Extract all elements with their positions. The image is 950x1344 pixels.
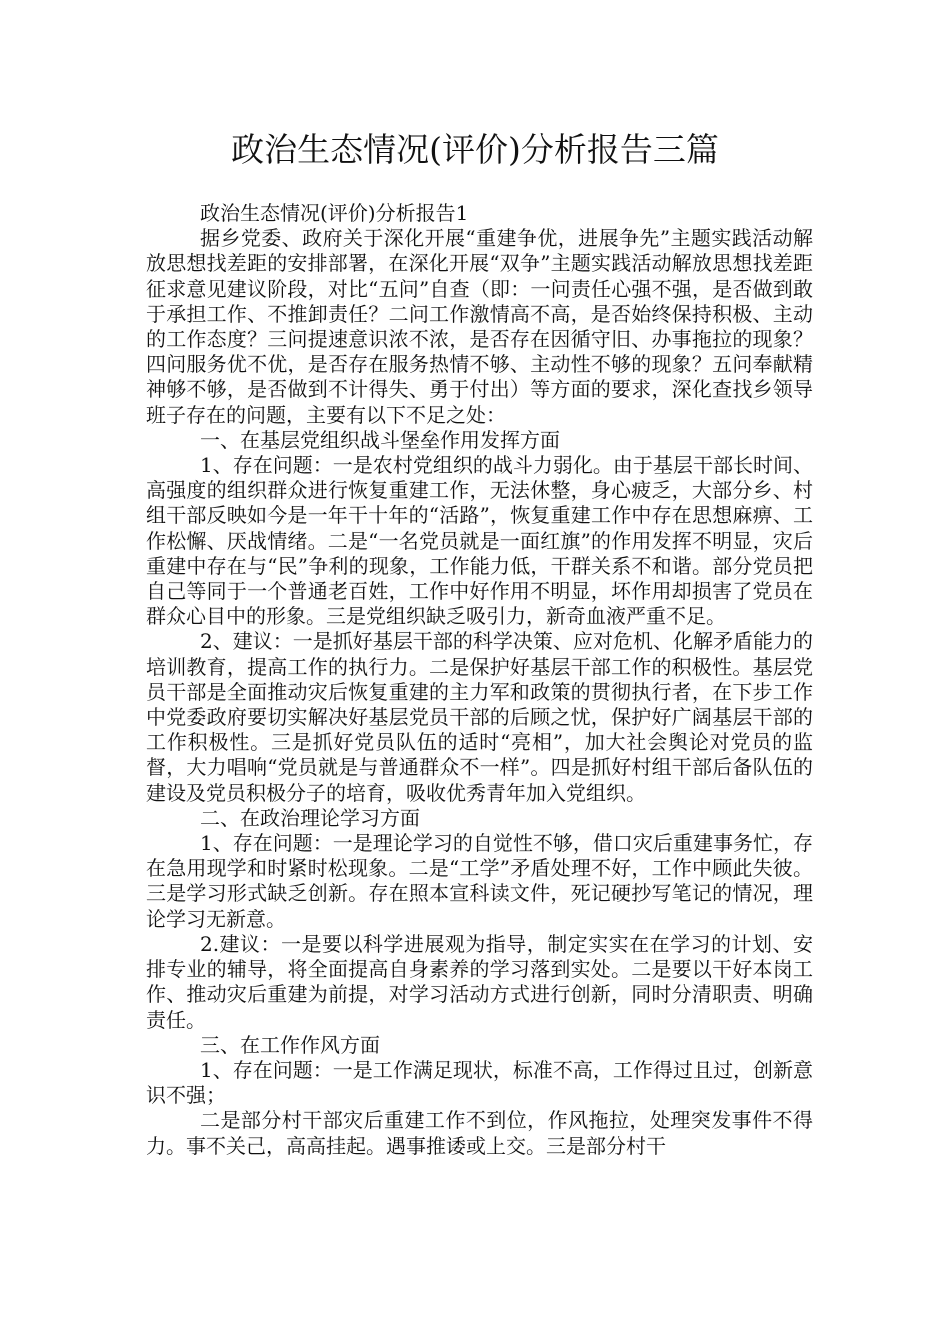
- section-2-problems: 1、存在问题：一是理论学习的自觉性不够，借口灾后重建事务忙，存在急用现学和时紧时松现象。二是“工学”矛盾处理不好，工作中顾此失彼。三是学习形式缺乏创新。存在照本宣科读文件，死记硬抄写笔记的情况，理论学习无新意。: [146, 831, 813, 931]
- section-3-problems: 1、存在问题：一是工作满足现状，标准不高，工作得过且过，创新意识不强；: [146, 1057, 813, 1108]
- section-heading-2: 二、在政治理论学习方面: [200, 805, 420, 830]
- section-1-problems: 1、存在问题：一是农村党组织的战斗力弱化。由于基层干部长时间、高强度的组织群众进行恢复重建工作，无法休整，身心疲乏，大部分乡、村组干部反映如今是一年干十年的“活路”，恢复重建工作中存在思想麻痹、工作松懈、厌战情绪。二是“一名党员就是一面红旗”的作用发挥不明显，灾后重建中存在与“民”争利的现象，工作能力低，干群关系不和谐。部分党员把自己等同于一个普通老百姓，工作中好作用不明显，坏作用却损害了党员在群众心目中的形象。三是党组织缺乏吸引力，新奇血液严重不足。: [146, 453, 813, 629]
- document-title: 政治生态情况(评价)分析报告三篇: [231, 130, 719, 169]
- report-subtitle: 政治生态情况(评价)分析报告1: [200, 201, 469, 225]
- section-3-problems-continued: 二是部分村干部灾后重建工作不到位，作风拖拉，处理突发事件不得力。事不关己，高高挂起。遇事推诿或上交。三是部分村干: [146, 1108, 813, 1158]
- section-2-suggestions: 2.建议：一是要以科学进展观为指导，制定实实在在学习的计划、安排专业的辅导，将全面提高自身素养的学习落到实处。二是要以干好本岗工作、推动灾后重建为前提，对学习活动方式进行创新，同时分清职责、明确责任。: [146, 931, 813, 1032]
- intro-paragraph: 据乡党委、政府关于深化开展“重建争优，进展争先”主题实践活动解放思想找差距的安排部署，在深化开展“双争”主题实践活动解放思想找差距征求意见建议阶段，对比“五问”自查（即：一问责任心强不强，是否做到敢于承担工作、不推卸责任？二问工作激情高不高，是否始终保持积极、主动的工作态度？三问提速意识浓不浓，是否存在因循守旧、办事拖拉的现象？四问服务优不优，是否存在服务热情不够、主动性不够的现象？五问奉献精神够不够，是否做到不计得失、勇于付出）等方面的要求，深化查找乡领导班子存在的问题，主要有以下不足之处：: [146, 226, 813, 427]
- section-1-suggestions: 2、建议：一是抓好基层干部的科学决策、应对危机、化解矛盾能力的培训教育，提高工作的执行力。二是保护好基层干部工作的积极性。基层党员干部是全面推动灾后恢复重建的主力军和政策的贯彻执行者，在下步工作中党委政府要切实解决好基层党员干部的后顾之忧，保护好广阔基层干部的工作积极性。三是抓好党员队伍的适时“亮相”，加大社会舆论对党员的监督，大力唱响“党员就是与普通群众不一样”。四是抓好村组干部后备队伍的建设及党员积极分子的培育，吸收优秀青年加入党组织。: [146, 629, 813, 805]
- document-body: [146, 201, 813, 1159]
- section-heading-3: 三、在工作作风方面: [200, 1032, 380, 1057]
- section-heading-1: 一、在基层党组织战斗堡垒作用发挥方面: [200, 427, 560, 452]
